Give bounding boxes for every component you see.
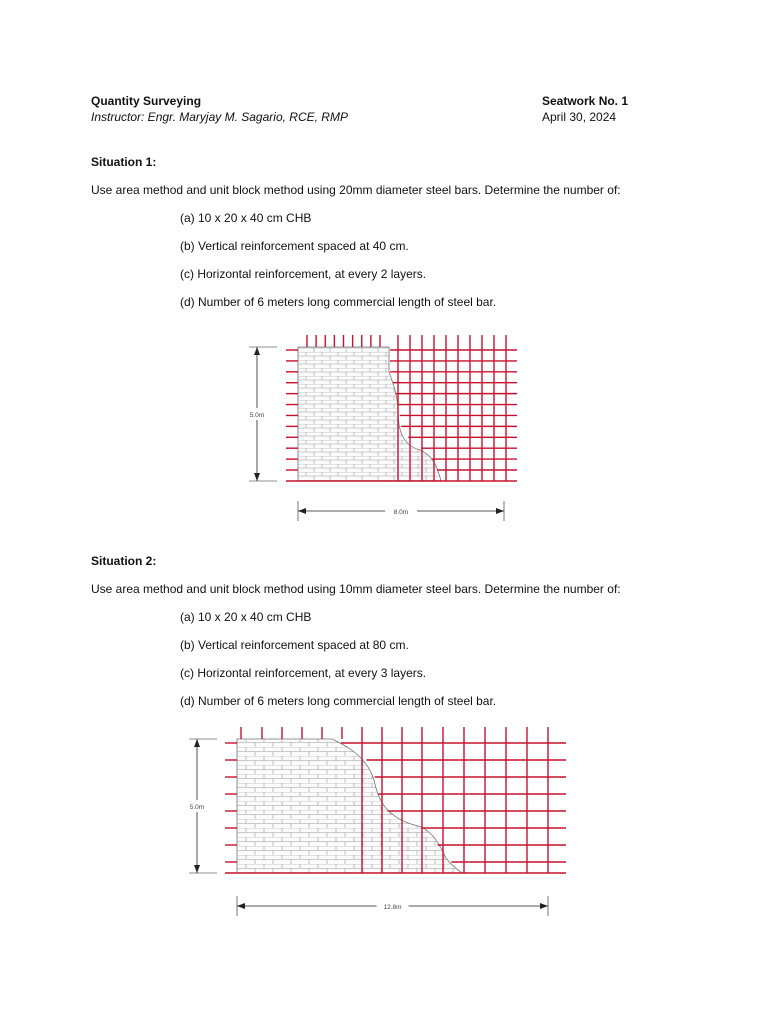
length-arrow-right bbox=[496, 508, 504, 514]
height-label: 5.0m bbox=[189, 804, 205, 811]
situation1-item-d: (d) Number of 6 meters long commercial length of steel bar. bbox=[180, 295, 497, 309]
seatwork-number: Seatwork No. 1 bbox=[542, 94, 629, 108]
length-arrow-right bbox=[540, 903, 548, 909]
situation2-item-d: (d) Number of 6 meters long commercial length of steel bar. bbox=[180, 694, 497, 708]
situation2-item-a: (a) 10 x 20 x 40 cm CHB bbox=[180, 610, 312, 624]
situation2-item-c: (c) Horizontal reinforcement, at every 3 layers. bbox=[180, 666, 427, 680]
situation1-item-b: (b) Vertical reinforcement spaced at 40 cm. bbox=[180, 239, 409, 253]
length-arrow-left bbox=[298, 508, 306, 514]
situation2-wall-figure bbox=[176, 716, 598, 930]
height-arrow-top bbox=[254, 347, 260, 355]
height-arrow-top bbox=[194, 739, 200, 747]
course-title: Quantity Surveying bbox=[91, 94, 202, 108]
length-label: 8.0m bbox=[393, 509, 409, 516]
situation1-instruction: Use area method and unit block method using 20mm diameter steel bars. Determine the number of: bbox=[91, 183, 621, 197]
situation1-item-c: (c) Horizontal reinforcement, at every 2 layers. bbox=[180, 267, 427, 281]
situation1-title: Situation 1: bbox=[91, 155, 157, 169]
length-arrow-left bbox=[237, 903, 245, 909]
situation2-instruction: Use area method and unit block method using 10mm diameter steel bars. Determine the number of: bbox=[91, 582, 621, 596]
height-arrow-bottom bbox=[194, 865, 200, 873]
length-label: 12.8m bbox=[383, 904, 402, 911]
situation2-item-b: (b) Vertical reinforcement spaced at 80 cm. bbox=[180, 638, 409, 652]
header-right bbox=[542, 93, 628, 125]
header-left bbox=[91, 93, 348, 125]
height-label: 5.0m bbox=[249, 412, 265, 419]
chb-wall-area bbox=[298, 347, 441, 481]
situation2-title: Situation 2: bbox=[91, 554, 157, 568]
instructor-line: Instructor: Engr. Maryjay M. Sagario, RCE, RMP bbox=[91, 110, 348, 124]
seatwork-date: April 30, 2024 bbox=[542, 110, 617, 124]
height-arrow-bottom bbox=[254, 473, 260, 481]
chb-wall-area bbox=[237, 739, 462, 873]
situation1-item-a: (a) 10 x 20 x 40 cm CHB bbox=[180, 211, 312, 225]
situation1-wall-figure bbox=[236, 326, 526, 528]
